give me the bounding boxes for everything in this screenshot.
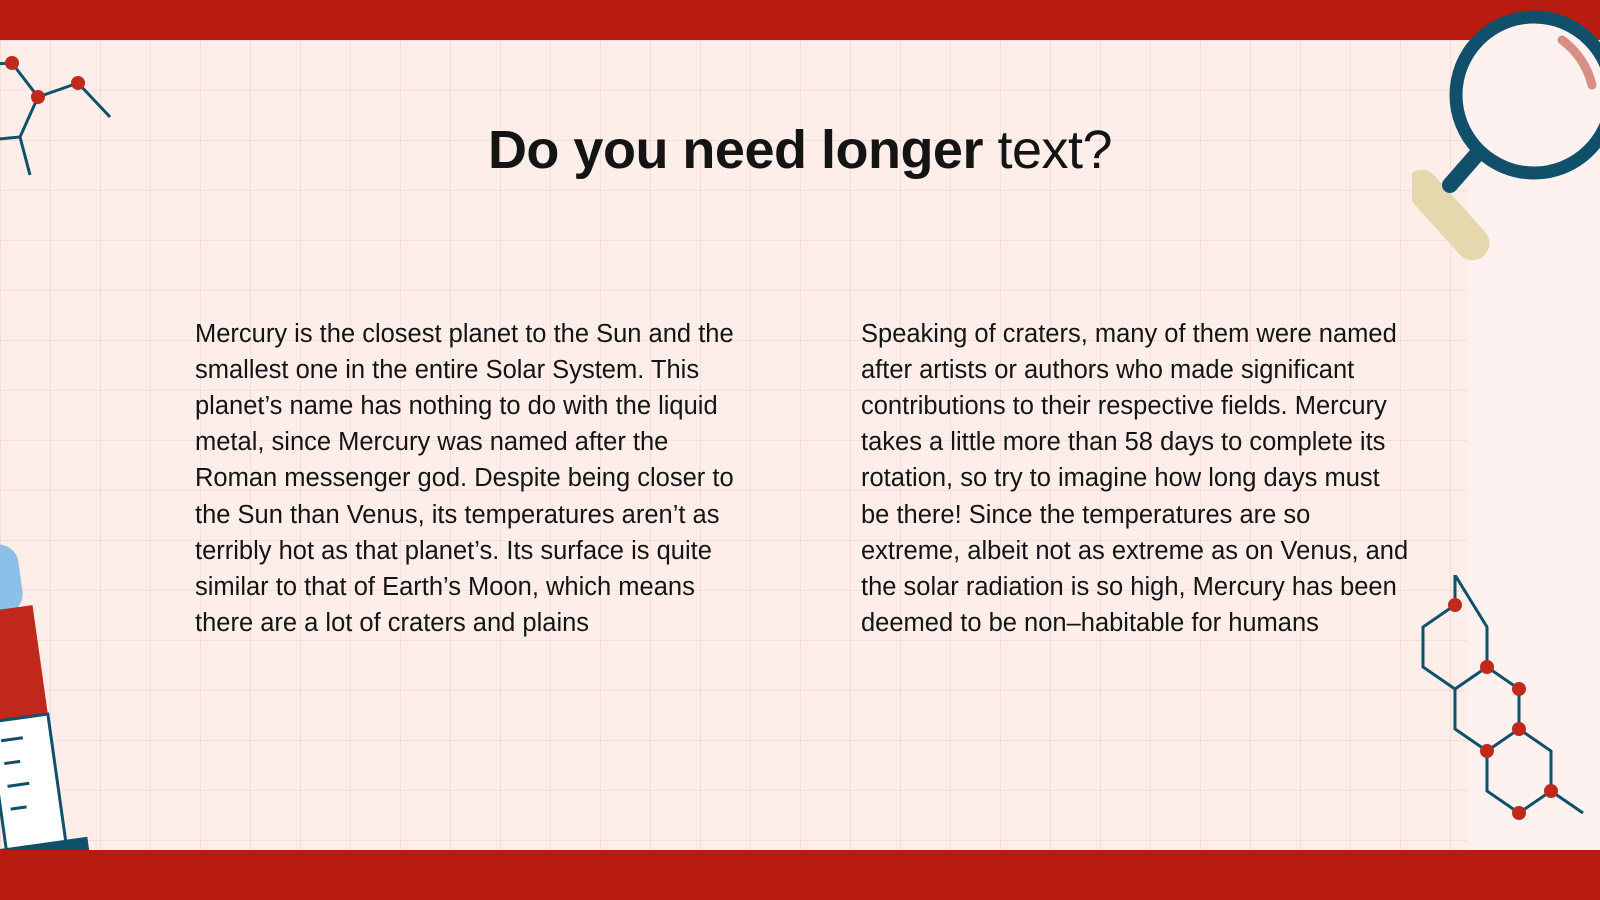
page-title-bold: Do you need longer [487, 120, 983, 181]
body-paragraph-right: Speaking of craters, many of them were named after artists or authors who made significant contributions to their respective fields. Mercury takes a little more than 58 days to complete its rotation, so try to imagine how long days must be there! Since the temperatures are so extreme, albeit not as extreme as on Venus, and the solar radiation is so high, Mercury has been deemed to be non–habitable for humans [861, 319, 1409, 638]
body-columns [195, 290, 1410, 667]
body-paragraph-left: Mercury is the closest planet to the Sun and the smallest one in the entire Solar System. This planet’s name has nothing to do with the liquid metal, since Mercury was named after the Roman messenger god. Despite being closer to the Sun than Venus, its temperatures aren’t as terribly hot as that planet’s. Its surface is quite similar to that of Earth’s Moon, which means there are a lot of craters and plains [195, 319, 734, 638]
page-title-light: text? [982, 120, 1113, 181]
top-frame-bar [0, 0, 1600, 40]
page-title [0, 121, 1600, 180]
bottom-frame-bar [0, 850, 1600, 900]
